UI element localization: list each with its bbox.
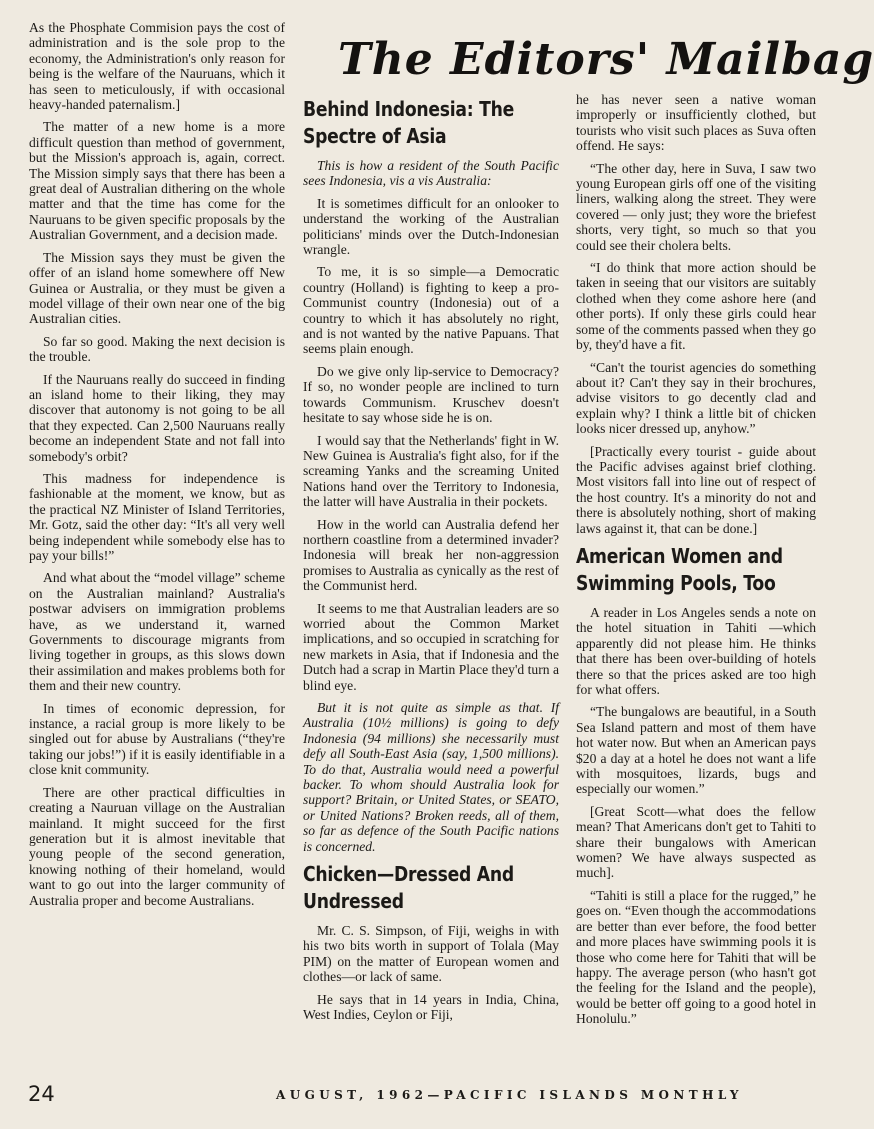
paragraph: [Practically every tourist - guide about the Pacific advises against brief clothing. Most visitors fall into line out of respect of the host country. It's a minority do not and there is absolutely nothing, short of making laws against it, that can be done.] xyxy=(576,443,816,536)
article-heading-chicken: Chicken—Dressed And Undressed xyxy=(303,862,514,914)
paragraph: he has never seen a native woman improperly or insufficiently clothed, but tourists who visit such places as Suva often offend. He says: xyxy=(576,92,816,154)
article-heading-indonesia: Behind Indonesia: The Spectre of Asia xyxy=(303,97,514,148)
masthead-title: The Editors' Mailbag xyxy=(338,34,874,85)
paragraph: “The bungalows are beautiful, in a South Sea Island pattern and most of them have hot water now. But when an American pays $20 a day at a hotel he does not want a life with mosquitoes, lizards, bugs and especially our women.” xyxy=(576,704,816,797)
paragraph: He says that in 14 years in India, China, West Indies, Ceylon or Fiji, xyxy=(303,991,559,1023)
column-right xyxy=(576,92,816,1034)
editorial-comment: But it is not quite as simple as that. If Australia (10½ millions) is going to defy Indonesia (94 millions) she necessarily must defy all South-East Asia (say, 1,500 millions). To do that, Australia would need a powerful backer. To whom should Australia look for support? Britain, or United States, or SEATO, or United Nations? Broken reeds, all of them, so far as defence of the South Pacific nations is concerned. xyxy=(303,700,559,854)
paragraph: “Tahiti is still a place for the rugged,” he goes on. “Even though the accommodations are better than ever before, the food better and more places have swimming pools it is those who come here for Tahiti that will be happy. The average person (who hasn't got the feeling for the Island and the people), would be better off going to a good hotel in Honolulu.” xyxy=(576,887,816,1027)
paragraph: How in the world can Australia defend her northern coastline from a determined invader? Indonesia will break her non-aggression promises to Australia as cynically as the rest of the Communist herd. xyxy=(303,516,559,594)
paragraph: It seems to me that Australian leaders are so worried about the Common Market implications, and so occupied in scratching for new markets in Asia, that if Indonesia and the Dutch had a scrap in Martin Place they'd turn a blind eye. xyxy=(303,600,559,693)
paragraph: This madness for independence is fashionable at the moment, we know, but as the practical NZ Minister of Island Territories, Mr. Gotz, said the other day: “It's all very well being independent while somebody else has to pay your bills!” xyxy=(29,470,285,563)
paragraph: The Mission says they must be given the offer of an island home somewhere off New Guinea or Australia, or they must be given a model village of their own near one of the big Australian cities. xyxy=(29,249,285,327)
paragraph: A reader in Los Angeles sends a note on the hotel situation in Tahiti —which apparently did not please him. He thinks that there has been over-building of hotels there so that the prices asked are too high for what offers. xyxy=(576,604,816,697)
paragraph: The matter of a new home is a more difficult question than method of government, but the Mission's approach is, again, correct. The Mission simply says that there has been a great deal of Australian dithering on the whole matter and that the time has come for the Nauruans to be given specific proposals by the Australian Government, and a decision made. xyxy=(29,119,285,243)
paragraph: And what about the “model village” scheme on the Australian mainland? Australia's postwar advisers on immigration problems have, as we understand it, warned Governments to discourage migrants from living together in groups, as this slows down their assimilation and makes problems both for them and their new country. xyxy=(29,570,285,694)
paragraph: To me, it is so simple—a Democratic country (Holland) is fighting to keep a pro-Communist country (Indonesia) out of a country to which it has absolutely no right, and is not wanted by the native Papuans. That seems plain enough. xyxy=(303,264,559,357)
paragraph: I would say that the Netherlands' fight in W. New Guinea is Australia's fight also, for if the screaming Yanks and the screaming United Nations hand over the Territory to Indonesia, the latter will have Australia in their pockets. xyxy=(303,432,559,510)
paragraph: Do we give only lip-service to Democracy? If so, no wonder people are inclined to turn towards Communism. Kruschev doesn't hesitate to say whose side he is on. xyxy=(303,363,559,426)
paragraph: “I do think that more action should be taken in seeing that our visitors are suitably clothed when they come ashore here (and other ports). If only these girls could hear some of the comments passed when they go by, they'd have a fit. xyxy=(576,260,816,353)
column-middle xyxy=(303,92,559,1030)
paragraph: There are other practical difficulties in creating a Nauruan village on the Australian mainland. It might succeed for the first generation but it is almost inevitable that young people of the second generation, knowing nothing of their homeland, would want to go out into the larger community of Australia proper and become Australians. xyxy=(29,784,285,908)
paragraph: If the Nauruans really do succeed in finding an island home to their liking, they may discover that autonomy is not going to be all that they expected. Can 2,500 Nauruans really become an independent State and not fall into somebody's orbit? xyxy=(29,371,285,464)
paragraph: “The other day, here in Suva, I saw two young European girls off one of the visiting liners, walking along the street. They were covered — only just; they wore the briefest shorts, very tight, so much so that you could see their cholera belts. xyxy=(576,160,816,253)
paragraph: [Great Scott—what does the fellow mean? That Americans don't get to Tahiti to share their bungalows with American women? We have always suspected as much]. xyxy=(576,803,816,881)
article-intro: This is how a resident of the South Pacific sees Indonesia, vis a vis Australia: xyxy=(303,158,559,189)
column-left xyxy=(29,20,285,915)
paragraph: “Can't the tourist agencies do something about it? Can't they say in their brochures, advise visitors to go decently clad and explain why? I think a little bit of chicken looks nicer dressed up, anyhow.” xyxy=(576,359,816,437)
paragraph: So far so good. Making the next decision is the trouble. xyxy=(29,333,285,365)
paragraph: It is sometimes difficult for an onlooker to understand the working of the Australian politicians' minds over the Dutch-Indonesian wrangle. xyxy=(303,195,559,258)
page-footer xyxy=(28,1078,808,1108)
paragraph: Mr. C. S. Simpson, of Fiji, weighs in with his two bits worth in support of Tolala (May PIM) on the matter of European women and clothes—or lack of same. xyxy=(303,923,559,985)
running-footer: AUGUST, 1962—PACIFIC ISLANDS MONTHLY xyxy=(276,1088,743,1102)
paragraph: As the Phosphate Commision pays the cost of administration and is the sole prop to the economy, the Administration's only reason for being is the welfare of the Nauruans, which it has seen to meticulously, if with occasional heavy-handed paternalism.] xyxy=(29,20,285,113)
page-number: 24 xyxy=(28,1082,55,1106)
paragraph: In times of economic depression, for instance, a racial group is more likely to be singled out for abuse by Australians (“they're taking our jobs!”) if it is easily identifiable in a close knit community. xyxy=(29,700,285,778)
article-heading-american-women: American Women and Swimming Pools, Too xyxy=(576,543,783,595)
